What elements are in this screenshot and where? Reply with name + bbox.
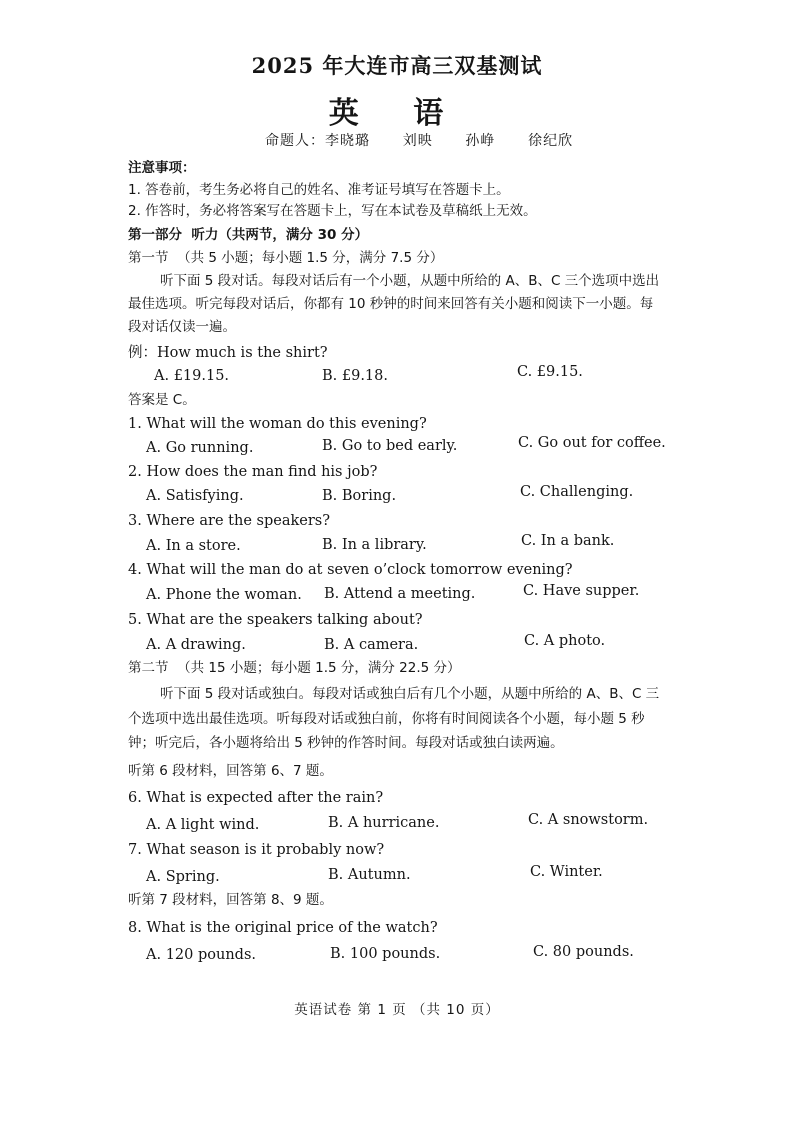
question-7-option-c: C. Winter. xyxy=(530,864,603,880)
question-2-option-c: C. Challenging. xyxy=(520,484,634,500)
question-8-option-c: C. 80 pounds. xyxy=(533,944,634,960)
question-6-option-c: C. A snowstorm. xyxy=(528,812,649,828)
question-7-stem: 7. What season is it probably now? xyxy=(128,842,385,858)
exam-subject: 英 语 xyxy=(328,96,466,131)
example-option-c: C. £9.15. xyxy=(517,364,583,380)
question-4-option-c: C. Have supper. xyxy=(523,583,640,599)
question-5-stem: 5. What are the speakers talking about? xyxy=(128,612,423,628)
question-4-option-b: B. Attend a meeting. xyxy=(324,586,476,602)
material-7-heading: 听第 7 段材料，回答第 8、9 题。 xyxy=(128,892,333,908)
example-stem: 例：How much is the shirt? xyxy=(128,345,328,361)
section2-instruction-3: 钟；听完后，各小题将给出 5 秒钟的作答时间。每段对话或独白读两遍。 xyxy=(128,735,564,751)
section2-instruction-1: 听下面 5 段对话或独白。每段对话或独白后有几个小题，从题中所给的 A、B、C 三 xyxy=(160,686,660,702)
question-2-stem: 2. How does the man find his job? xyxy=(128,464,378,480)
question-3-stem: 3. Where are the speakers? xyxy=(128,513,330,529)
example-option-b: B. £9.18. xyxy=(322,368,388,384)
section1-instruction-2: 最佳选项。听完每段对话后，你都有 10 秒钟的时间来回答有关小题和阅读下一小题。每 xyxy=(128,296,654,312)
question-4-stem: 4. What will the man do at seven o’clock tomorrow evening? xyxy=(128,562,573,578)
section1-heading: 第一节 （共 5 小题；每小题 1.5 分，满分 7.5 分） xyxy=(128,250,444,266)
question-6-option-a: A. A light wind. xyxy=(146,817,260,833)
question-7-option-b: B. Autumn. xyxy=(328,867,411,883)
question-1-option-c: C. Go out for coffee. xyxy=(518,435,666,451)
notice-heading: 注意事项： xyxy=(128,160,196,176)
page-footer: 英语试卷 第 1 页 （共 10 页） xyxy=(294,1002,500,1018)
question-5-option-a: A. A drawing. xyxy=(146,637,246,653)
question-3-option-b: B. In a library. xyxy=(322,537,427,553)
question-8-stem: 8. What is the original price of the watch? xyxy=(128,920,438,936)
example-answer: 答案是 C。 xyxy=(128,392,196,408)
part1-heading: 第一部分 听力（共两节，满分 30 分） xyxy=(128,227,369,243)
question-5-option-b: B. A camera. xyxy=(324,637,419,653)
section2-instruction-2: 个选项中选出最佳选项。听每段对话或独白前，你将有时间阅读各个小题，每小题 5 秒 xyxy=(128,711,645,727)
section1-instruction-1: 听下面 5 段对话。每段对话后有一个小题，从题中所给的 A、B、C 三个选项中选出 xyxy=(160,273,660,289)
material-6-heading: 听第 6 段材料，回答第 6、7 题。 xyxy=(128,763,333,779)
question-7-option-a: A. Spring. xyxy=(146,869,220,885)
section2-heading: 第二节 （共 15 小题；每小题 1.5 分，满分 22.5 分） xyxy=(128,660,461,676)
question-6-option-b: B. A hurricane. xyxy=(328,815,440,831)
section1-instruction-3: 段对话仅读一遍。 xyxy=(128,319,236,335)
question-5-option-c: C. A photo. xyxy=(524,633,606,649)
question-8-option-b: B. 100 pounds. xyxy=(330,946,441,962)
question-1-option-b: B. Go to bed early. xyxy=(322,438,458,454)
example-option-a: A. £19.15. xyxy=(154,368,230,384)
authors-line: 命题人：李晓璐 刘映 孙峥 徐纪欣 xyxy=(265,133,574,149)
question-6-stem: 6. What is expected after the rain? xyxy=(128,790,384,806)
question-1-stem: 1. What will the woman do this evening? xyxy=(128,416,427,432)
question-3-option-a: A. In a store. xyxy=(146,538,241,554)
notice-item-1: 1. 答卷前，考生务必将自己的姓名、准考证号填写在答题卡上。 xyxy=(128,182,510,198)
question-8-option-a: A. 120 pounds. xyxy=(146,947,256,963)
question-3-option-c: C. In a bank. xyxy=(521,533,615,549)
question-2-option-a: A. Satisfying. xyxy=(146,488,244,504)
question-4-option-a: A. Phone the woman. xyxy=(146,587,302,603)
exam-title: 2025 年大连市高三双基测试 xyxy=(251,53,543,78)
question-2-option-b: B. Boring. xyxy=(322,488,397,504)
notice-item-2: 2. 作答时，务必将答案写在答题卡上，写在本试卷及草稿纸上无效。 xyxy=(128,203,537,219)
question-1-option-a: A. Go running. xyxy=(146,440,254,456)
